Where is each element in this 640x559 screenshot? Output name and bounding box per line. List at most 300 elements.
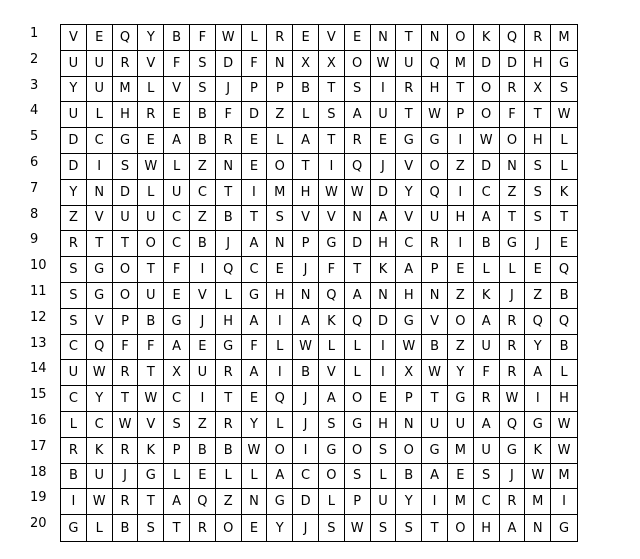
- grid-cell: S: [138, 515, 164, 541]
- row-number: 5: [30, 129, 39, 145]
- grid-cell: F: [242, 335, 268, 361]
- grid-cell: O: [113, 257, 139, 283]
- grid-cell: A: [525, 360, 551, 386]
- grid-cell: L: [551, 154, 577, 180]
- grid-cell: U: [61, 360, 87, 386]
- grid-cell: I: [267, 309, 293, 335]
- grid-cell: Y: [448, 360, 474, 386]
- grid-cell: P: [164, 438, 190, 464]
- grid-cell: W: [551, 412, 577, 438]
- grid-cell: E: [267, 257, 293, 283]
- grid-cell: P: [293, 231, 319, 257]
- grid-cell: O: [267, 438, 293, 464]
- row-number: 4: [30, 103, 39, 119]
- grid-cell: G: [551, 51, 577, 77]
- grid-cell: W: [138, 154, 164, 180]
- grid-cell: E: [190, 464, 216, 490]
- grid-cell: J: [113, 464, 139, 490]
- grid-cell: E: [525, 257, 551, 283]
- grid-cell: R: [61, 231, 87, 257]
- grid-cell: C: [293, 464, 319, 490]
- grid-cell: E: [448, 257, 474, 283]
- grid-cell: V: [190, 283, 216, 309]
- grid-cell: T: [87, 231, 113, 257]
- grid-cell: N: [242, 489, 268, 515]
- grid-cell: D: [474, 51, 500, 77]
- grid-cell: E: [164, 102, 190, 128]
- grid-cell: L: [242, 464, 268, 490]
- grid-cell: T: [551, 206, 577, 232]
- grid-cell: D: [293, 489, 319, 515]
- grid-cell: U: [474, 438, 500, 464]
- grid-cell: H: [267, 283, 293, 309]
- grid-cell: T: [216, 386, 242, 412]
- grid-cell: X: [319, 51, 345, 77]
- grid-cell: A: [267, 464, 293, 490]
- grid-cell: W: [422, 360, 448, 386]
- grid-cell: W: [138, 386, 164, 412]
- grid-cell: N: [87, 180, 113, 206]
- grid-cell: W: [525, 464, 551, 490]
- grid-cell: Z: [267, 102, 293, 128]
- grid-cell: R: [500, 489, 526, 515]
- grid-cell: G: [319, 438, 345, 464]
- grid-cell: Z: [216, 489, 242, 515]
- grid-cell: I: [371, 360, 397, 386]
- grid-cell: A: [242, 231, 268, 257]
- grid-cell: W: [551, 102, 577, 128]
- grid-cell: B: [474, 231, 500, 257]
- grid-cell: P: [267, 77, 293, 103]
- grid-cell: I: [319, 154, 345, 180]
- grid-cell: O: [216, 515, 242, 541]
- grid-cell: I: [448, 180, 474, 206]
- grid-cell: R: [500, 309, 526, 335]
- grid-cell: V: [61, 25, 87, 51]
- grid-cell: T: [319, 128, 345, 154]
- grid-cell: G: [559, 520, 570, 536]
- row-number: 8: [30, 206, 39, 222]
- grid-cell: J: [190, 309, 216, 335]
- grid-cell: O: [448, 515, 474, 541]
- grid-cell: T: [216, 180, 242, 206]
- grid-cell: Q: [551, 257, 577, 283]
- grid-cell: O: [345, 51, 371, 77]
- grid-cell: W: [216, 25, 242, 51]
- grid-cell: L: [371, 464, 397, 490]
- grid-cell: E: [371, 128, 397, 154]
- grid-cell: Z: [448, 154, 474, 180]
- grid-cell: N: [345, 206, 371, 232]
- grid-cell: G: [448, 386, 474, 412]
- grid-cell: C: [190, 180, 216, 206]
- grid-cell: Q: [216, 257, 242, 283]
- grid-cell: R: [113, 360, 139, 386]
- grid-cell: R: [190, 515, 216, 541]
- grid-cell: Q: [422, 51, 448, 77]
- grid-cell: I: [371, 77, 397, 103]
- grid-cell: E: [190, 335, 216, 361]
- grid-cell: Y: [267, 515, 293, 541]
- grid-cell: L: [293, 102, 319, 128]
- grid-cell: P: [113, 309, 139, 335]
- grid-cell: W: [551, 438, 577, 464]
- grid-cell: V: [422, 309, 448, 335]
- grid-cell: L: [551, 128, 577, 154]
- grid-cell: E: [138, 128, 164, 154]
- grid-cell: V: [138, 412, 164, 438]
- grid-cell: Q: [500, 25, 526, 51]
- grid-cell: G: [319, 231, 345, 257]
- grid-cell: M: [267, 180, 293, 206]
- grid-cell: V: [319, 25, 345, 51]
- grid-cell: E: [551, 231, 577, 257]
- grid-cell: H: [293, 180, 319, 206]
- letter-grid: [60, 24, 578, 542]
- grid-cell: R: [474, 386, 500, 412]
- grid-cell: L: [267, 335, 293, 361]
- grid-cell: J: [500, 283, 526, 309]
- grid-cell: Y: [87, 386, 113, 412]
- grid-cell: Q: [113, 25, 139, 51]
- grid-cell: J: [216, 231, 242, 257]
- grid-cell: R: [422, 231, 448, 257]
- grid-cell: F: [164, 51, 190, 77]
- grid-cell: C: [61, 386, 87, 412]
- grid-cell: A: [474, 206, 500, 232]
- grid-cell: C: [474, 489, 500, 515]
- grid-cell: A: [396, 257, 422, 283]
- grid-cell: D: [61, 128, 87, 154]
- grid-cell: O: [422, 154, 448, 180]
- row-number: 17: [30, 438, 47, 454]
- grid-cell: R: [396, 77, 422, 103]
- grid-cell: W: [87, 360, 113, 386]
- grid-cell: B: [190, 438, 216, 464]
- grid-cell: B: [190, 128, 216, 154]
- grid-cell: O: [500, 128, 526, 154]
- grid-cell: V: [396, 206, 422, 232]
- grid-cell: C: [474, 180, 500, 206]
- grid-cell: J: [293, 386, 319, 412]
- grid-cell: A: [293, 309, 319, 335]
- grid-cell: L: [138, 77, 164, 103]
- grid-cell: W: [87, 489, 113, 515]
- grid-cell: I: [190, 386, 216, 412]
- grid-cell: W: [242, 438, 268, 464]
- grid-cell: O: [474, 77, 500, 103]
- grid-cell: B: [216, 206, 242, 232]
- grid-cell: H: [551, 386, 577, 412]
- grid-cell: B: [190, 231, 216, 257]
- grid-cell: G: [345, 412, 371, 438]
- grid-cell: B: [396, 464, 422, 490]
- grid-cell: I: [525, 386, 551, 412]
- grid-cell: S: [525, 206, 551, 232]
- row-number: 9: [30, 232, 39, 248]
- grid-cell: G: [113, 128, 139, 154]
- grid-cell: H: [371, 231, 397, 257]
- grid-cell: W: [500, 386, 526, 412]
- grid-cell: A: [371, 206, 397, 232]
- grid-cell: T: [242, 206, 268, 232]
- grid-cell: Q: [500, 412, 526, 438]
- grid-cell: D: [474, 154, 500, 180]
- grid-cell: L: [164, 464, 190, 490]
- grid-cell: O: [396, 438, 422, 464]
- grid-cell: J: [371, 154, 397, 180]
- grid-cell: A: [422, 464, 448, 490]
- grid-cell: B: [551, 283, 577, 309]
- grid-cell: B: [293, 360, 319, 386]
- grid-cell: T: [422, 515, 448, 541]
- grid-cell: N: [293, 283, 319, 309]
- grid-cell: M: [113, 77, 139, 103]
- grid-cell: G: [61, 515, 87, 541]
- grid-cell: H: [216, 309, 242, 335]
- grid-cell: B: [61, 464, 87, 490]
- grid-cell: G: [242, 283, 268, 309]
- grid-cell: W: [371, 51, 397, 77]
- grid-cell: F: [138, 335, 164, 361]
- grid-cell: O: [138, 231, 164, 257]
- grid-cell: K: [525, 438, 551, 464]
- grid-cell: A: [164, 128, 190, 154]
- row-number: 18: [30, 464, 47, 480]
- grid-cell: B: [190, 102, 216, 128]
- grid-cell: A: [242, 309, 268, 335]
- grid-cell: G: [396, 309, 422, 335]
- grid-cell: G: [216, 335, 242, 361]
- grid-cell: N: [422, 25, 448, 51]
- grid-cell: Q: [267, 386, 293, 412]
- grid-cell: I: [87, 154, 113, 180]
- grid-cell: L: [345, 335, 371, 361]
- grid-cell: A: [293, 128, 319, 154]
- grid-cell: L: [61, 412, 87, 438]
- grid-cell: M: [448, 489, 474, 515]
- grid-cell: N: [422, 283, 448, 309]
- grid-cell: H: [525, 51, 551, 77]
- grid-cell: Q: [319, 283, 345, 309]
- grid-cell: A: [500, 515, 526, 541]
- grid-cell: X: [525, 77, 551, 103]
- grid-cell: S: [345, 77, 371, 103]
- row-number: 2: [30, 51, 39, 67]
- grid-cell: Y: [242, 412, 268, 438]
- grid-cell: C: [164, 231, 190, 257]
- grid-cell: S: [190, 51, 216, 77]
- row-number: 3: [30, 77, 39, 93]
- grid-cell: F: [319, 257, 345, 283]
- grid-cell: Y: [525, 335, 551, 361]
- grid-cell: R: [500, 360, 526, 386]
- grid-cell: L: [164, 154, 190, 180]
- grid-cell: R: [216, 128, 242, 154]
- grid-cell: Z: [190, 412, 216, 438]
- grid-cell: U: [138, 283, 164, 309]
- grid-cell: D: [242, 102, 268, 128]
- row-number: 20: [30, 516, 47, 532]
- grid-cell: Z: [448, 335, 474, 361]
- grid-cell: U: [371, 489, 397, 515]
- grid-cell: U: [371, 102, 397, 128]
- grid-cell: E: [448, 464, 474, 490]
- grid-cell: C: [164, 386, 190, 412]
- grid-cell: G: [138, 464, 164, 490]
- grid-cell: U: [61, 51, 87, 77]
- grid-cell: L: [216, 464, 242, 490]
- grid-cell: T: [138, 360, 164, 386]
- grid-cell: G: [267, 489, 293, 515]
- grid-cell: R: [216, 360, 242, 386]
- grid-cell: D: [61, 154, 87, 180]
- grid-cell: L: [345, 360, 371, 386]
- grid-cell: A: [319, 386, 345, 412]
- grid-cell: B: [293, 77, 319, 103]
- grid-cell: R: [138, 102, 164, 128]
- grid-cell: P: [422, 257, 448, 283]
- grid-cell: N: [371, 283, 397, 309]
- grid-cell: U: [448, 412, 474, 438]
- grid-cell: S: [551, 77, 577, 103]
- grid-cell: M: [551, 25, 577, 51]
- grid-cell: T: [319, 77, 345, 103]
- grid-cell: V: [138, 51, 164, 77]
- grid-cell: S: [396, 515, 422, 541]
- grid-cell: S: [319, 412, 345, 438]
- grid-cell: S: [525, 180, 551, 206]
- grid-cell: O: [448, 309, 474, 335]
- grid-cell: H: [371, 412, 397, 438]
- grid-cell: H: [474, 515, 500, 541]
- grid-cell: N: [216, 154, 242, 180]
- row-number: 11: [30, 284, 47, 299]
- grid-cell: C: [396, 231, 422, 257]
- grid-cell: B: [422, 335, 448, 361]
- grid-cell: H: [422, 77, 448, 103]
- grid-cell: G: [396, 128, 422, 154]
- row-number: 1: [30, 26, 39, 41]
- grid-cell: M: [525, 489, 551, 515]
- grid-cell: R: [500, 77, 526, 103]
- row-number: 19: [30, 490, 47, 506]
- grid-cell: O: [319, 464, 345, 490]
- grid-cell: J: [293, 257, 319, 283]
- grid-cell: K: [474, 25, 500, 51]
- grid-cell: F: [474, 360, 500, 386]
- grid-cell: K: [474, 283, 500, 309]
- grid-cell: L: [474, 257, 500, 283]
- grid-cell: R: [345, 128, 371, 154]
- grid-cell: T: [293, 154, 319, 180]
- grid-cell: F: [216, 102, 242, 128]
- grid-cell: Q: [345, 154, 371, 180]
- grid-cell: B: [113, 515, 139, 541]
- grid-cell: G: [525, 412, 551, 438]
- row-number: 10: [30, 258, 47, 274]
- grid-cell: W: [422, 102, 448, 128]
- grid-cell: S: [371, 515, 397, 541]
- grid-cell: E: [164, 283, 190, 309]
- grid-cell: K: [87, 438, 113, 464]
- grid-cell: A: [164, 489, 190, 515]
- grid-cell: M: [551, 464, 577, 490]
- grid-cell: C: [164, 206, 190, 232]
- grid-cell: I: [267, 360, 293, 386]
- grid-cell: C: [87, 128, 113, 154]
- grid-cell: M: [448, 51, 474, 77]
- grid-cell: U: [396, 51, 422, 77]
- grid-cell: R: [113, 51, 139, 77]
- grid-cell: D: [216, 51, 242, 77]
- grid-cell: R: [61, 438, 87, 464]
- grid-cell: I: [61, 489, 87, 515]
- grid-cell: J: [293, 412, 319, 438]
- grid-cell: Q: [87, 335, 113, 361]
- grid-cell: P: [396, 386, 422, 412]
- grid-cell: S: [61, 283, 87, 309]
- grid-cell: U: [87, 77, 113, 103]
- grid-cell: G: [422, 438, 448, 464]
- grid-cell: V: [164, 77, 190, 103]
- grid-cell: L: [87, 515, 113, 541]
- grid-cell: R: [113, 489, 139, 515]
- grid-cell: W: [345, 515, 371, 541]
- grid-cell: I: [551, 489, 577, 515]
- grid-cell: K: [319, 309, 345, 335]
- grid-cell: I: [422, 489, 448, 515]
- grid-cell: D: [500, 51, 526, 77]
- grid-cell: S: [164, 412, 190, 438]
- grid-cell: S: [319, 515, 345, 541]
- grid-cell: U: [422, 412, 448, 438]
- grid-cell: U: [190, 360, 216, 386]
- grid-cell: Q: [551, 309, 577, 335]
- grid-cell: W: [319, 180, 345, 206]
- grid-cell: N: [371, 25, 397, 51]
- grid-cell: C: [87, 412, 113, 438]
- grid-cell: V: [319, 206, 345, 232]
- grid-cell: V: [87, 206, 113, 232]
- grid-cell: E: [87, 25, 113, 51]
- grid-cell: G: [87, 257, 113, 283]
- grid-cell: L: [551, 360, 577, 386]
- row-number: 12: [30, 309, 47, 325]
- grid-cell: U: [87, 51, 113, 77]
- grid-cell: E: [242, 386, 268, 412]
- grid-cell: I: [293, 438, 319, 464]
- grid-cell: G: [422, 128, 448, 154]
- grid-cell: L: [500, 257, 526, 283]
- grid-cell: A: [164, 335, 190, 361]
- grid-cell: Z: [500, 180, 526, 206]
- grid-cell: O: [345, 386, 371, 412]
- grid-cell: X: [164, 360, 190, 386]
- grid-cell: G: [500, 438, 526, 464]
- grid-cell: T: [345, 257, 371, 283]
- grid-cell: B: [216, 438, 242, 464]
- grid-cell: L: [267, 128, 293, 154]
- grid-cell: O: [448, 25, 474, 51]
- grid-cell: N: [396, 412, 422, 438]
- grid-cell: O: [113, 283, 139, 309]
- row-number: 14: [30, 361, 47, 377]
- grid-cell: B: [164, 25, 190, 51]
- grid-cell: B: [138, 309, 164, 335]
- grid-cell: F: [164, 257, 190, 283]
- grid-cell: D: [371, 180, 397, 206]
